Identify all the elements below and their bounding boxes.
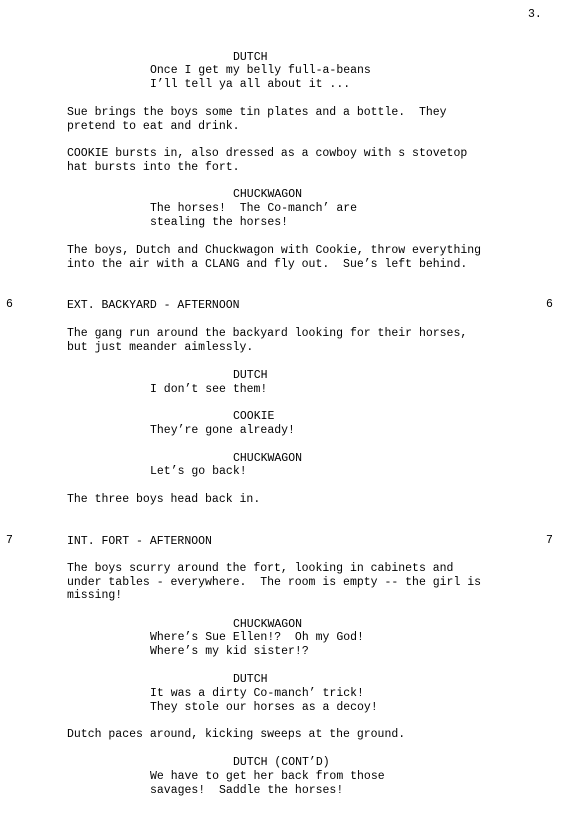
action-line: The gang run around the backyard looking for their horses, but just meander aimlessly.	[67, 327, 468, 354]
dialogue: We have to get her back from those savages! Saddle the horses!	[150, 770, 385, 797]
dialogue: Let’s go back!	[150, 465, 247, 478]
character-name: COOKIE	[233, 410, 275, 423]
scene-number-left: 7	[6, 534, 13, 547]
dialogue: It was a dirty Co-manch’ trick! They stole our horses as a decoy!	[150, 687, 378, 714]
character-name: CHUCKWAGON	[233, 618, 303, 631]
scene-heading: INT. FORT - AFTERNOON	[67, 535, 212, 548]
character-name: DUTCH	[233, 51, 268, 64]
character-name: DUTCH	[233, 673, 268, 686]
action-line: The three boys head back in.	[67, 493, 261, 506]
action-line: The boys scurry around the fort, looking in cabinets and under tables - everywhere. The room is empty -- the girl is missing!	[67, 562, 482, 602]
dialogue: Once I get my belly full-a-beans I’ll tell ya all about it ...	[150, 64, 371, 91]
dialogue: The horses! The Co-manch’ are stealing the horses!	[150, 202, 358, 229]
character-name: CHUCKWAGON	[233, 188, 303, 201]
action-line: Sue brings the boys some tin plates and a bottle. They pretend to eat and drink.	[67, 106, 447, 133]
page-number: 3.	[528, 8, 542, 21]
scene-number-right: 6	[546, 298, 553, 311]
character-name: DUTCH (CONT’D)	[233, 756, 330, 769]
character-name: CHUCKWAGON	[233, 452, 303, 465]
scene-number-right: 7	[546, 534, 553, 547]
scene-heading: EXT. BACKYARD - AFTERNOON	[67, 299, 240, 312]
character-name: DUTCH	[233, 369, 268, 382]
dialogue: Where’s Sue Ellen!? Oh my God! Where’s my kid sister!?	[150, 631, 364, 658]
action-line: COOKIE bursts in, also dressed as a cowboy with s stovetop hat bursts into the fort.	[67, 147, 468, 174]
action-line: Dutch paces around, kicking sweeps at the ground.	[67, 728, 406, 741]
action-line: The boys, Dutch and Chuckwagon with Cookie, throw everything into the air with a CLANG and fly out. Sue’s left behind.	[67, 244, 482, 271]
scene-number-left: 6	[6, 298, 13, 311]
dialogue: They’re gone already!	[150, 424, 295, 437]
dialogue: I don’t see them!	[150, 383, 268, 396]
